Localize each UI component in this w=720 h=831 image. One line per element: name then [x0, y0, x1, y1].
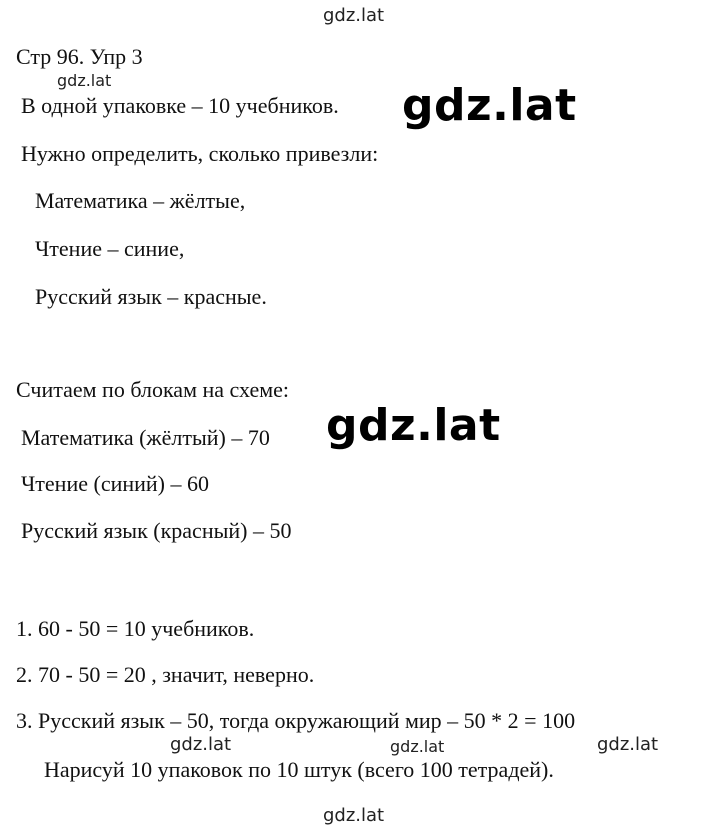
answer-step-3: 3. Русский язык – 50, тогда окружающий мир – 50 * 2 = 100: [16, 708, 576, 733]
answer-step-2: 2. 70 - 50 = 20 , значит, неверно.: [16, 662, 315, 687]
watermark-small-left: gdz.lat: [57, 71, 112, 90]
text-line-count-intro: Считаем по блокам на схеме:: [16, 377, 290, 402]
text-line-task: Нужно определить, сколько привезли:: [21, 141, 379, 166]
text-line-math-count: Математика (жёлтый) – 70: [21, 425, 270, 450]
watermark-bottom-right: gdz.lat: [597, 734, 659, 755]
answer-step-1: 1. 60 - 50 = 10 учебников.: [16, 616, 255, 641]
text-line-russian-count: Русский язык (красный) – 50: [21, 518, 292, 543]
text-line-math-color: Математика – жёлтые,: [35, 188, 246, 213]
text-line-russian-color: Русский язык – красные.: [35, 284, 267, 309]
answer-drawing-instruction: Нарисуй 10 упаковок по 10 штук (всего 100 тетрадей).: [44, 757, 554, 782]
watermark-bottom-left: gdz.lat: [170, 734, 232, 755]
text-line-reading-color: Чтение – синие,: [35, 236, 185, 261]
watermark-footer: gdz.lat: [323, 805, 385, 826]
watermark-top: gdz.lat: [323, 5, 385, 26]
page-title: Стр 96. Упр 3: [16, 44, 143, 69]
watermark-large-upper: gdz.lat: [402, 80, 577, 131]
watermark-bottom-center: gdz.lat: [390, 737, 445, 756]
text-line-packaging: В одной упаковке – 10 учебников.: [21, 93, 339, 118]
watermark-large-middle: gdz.lat: [326, 400, 501, 451]
text-line-reading-count: Чтение (синий) – 60: [21, 471, 209, 496]
